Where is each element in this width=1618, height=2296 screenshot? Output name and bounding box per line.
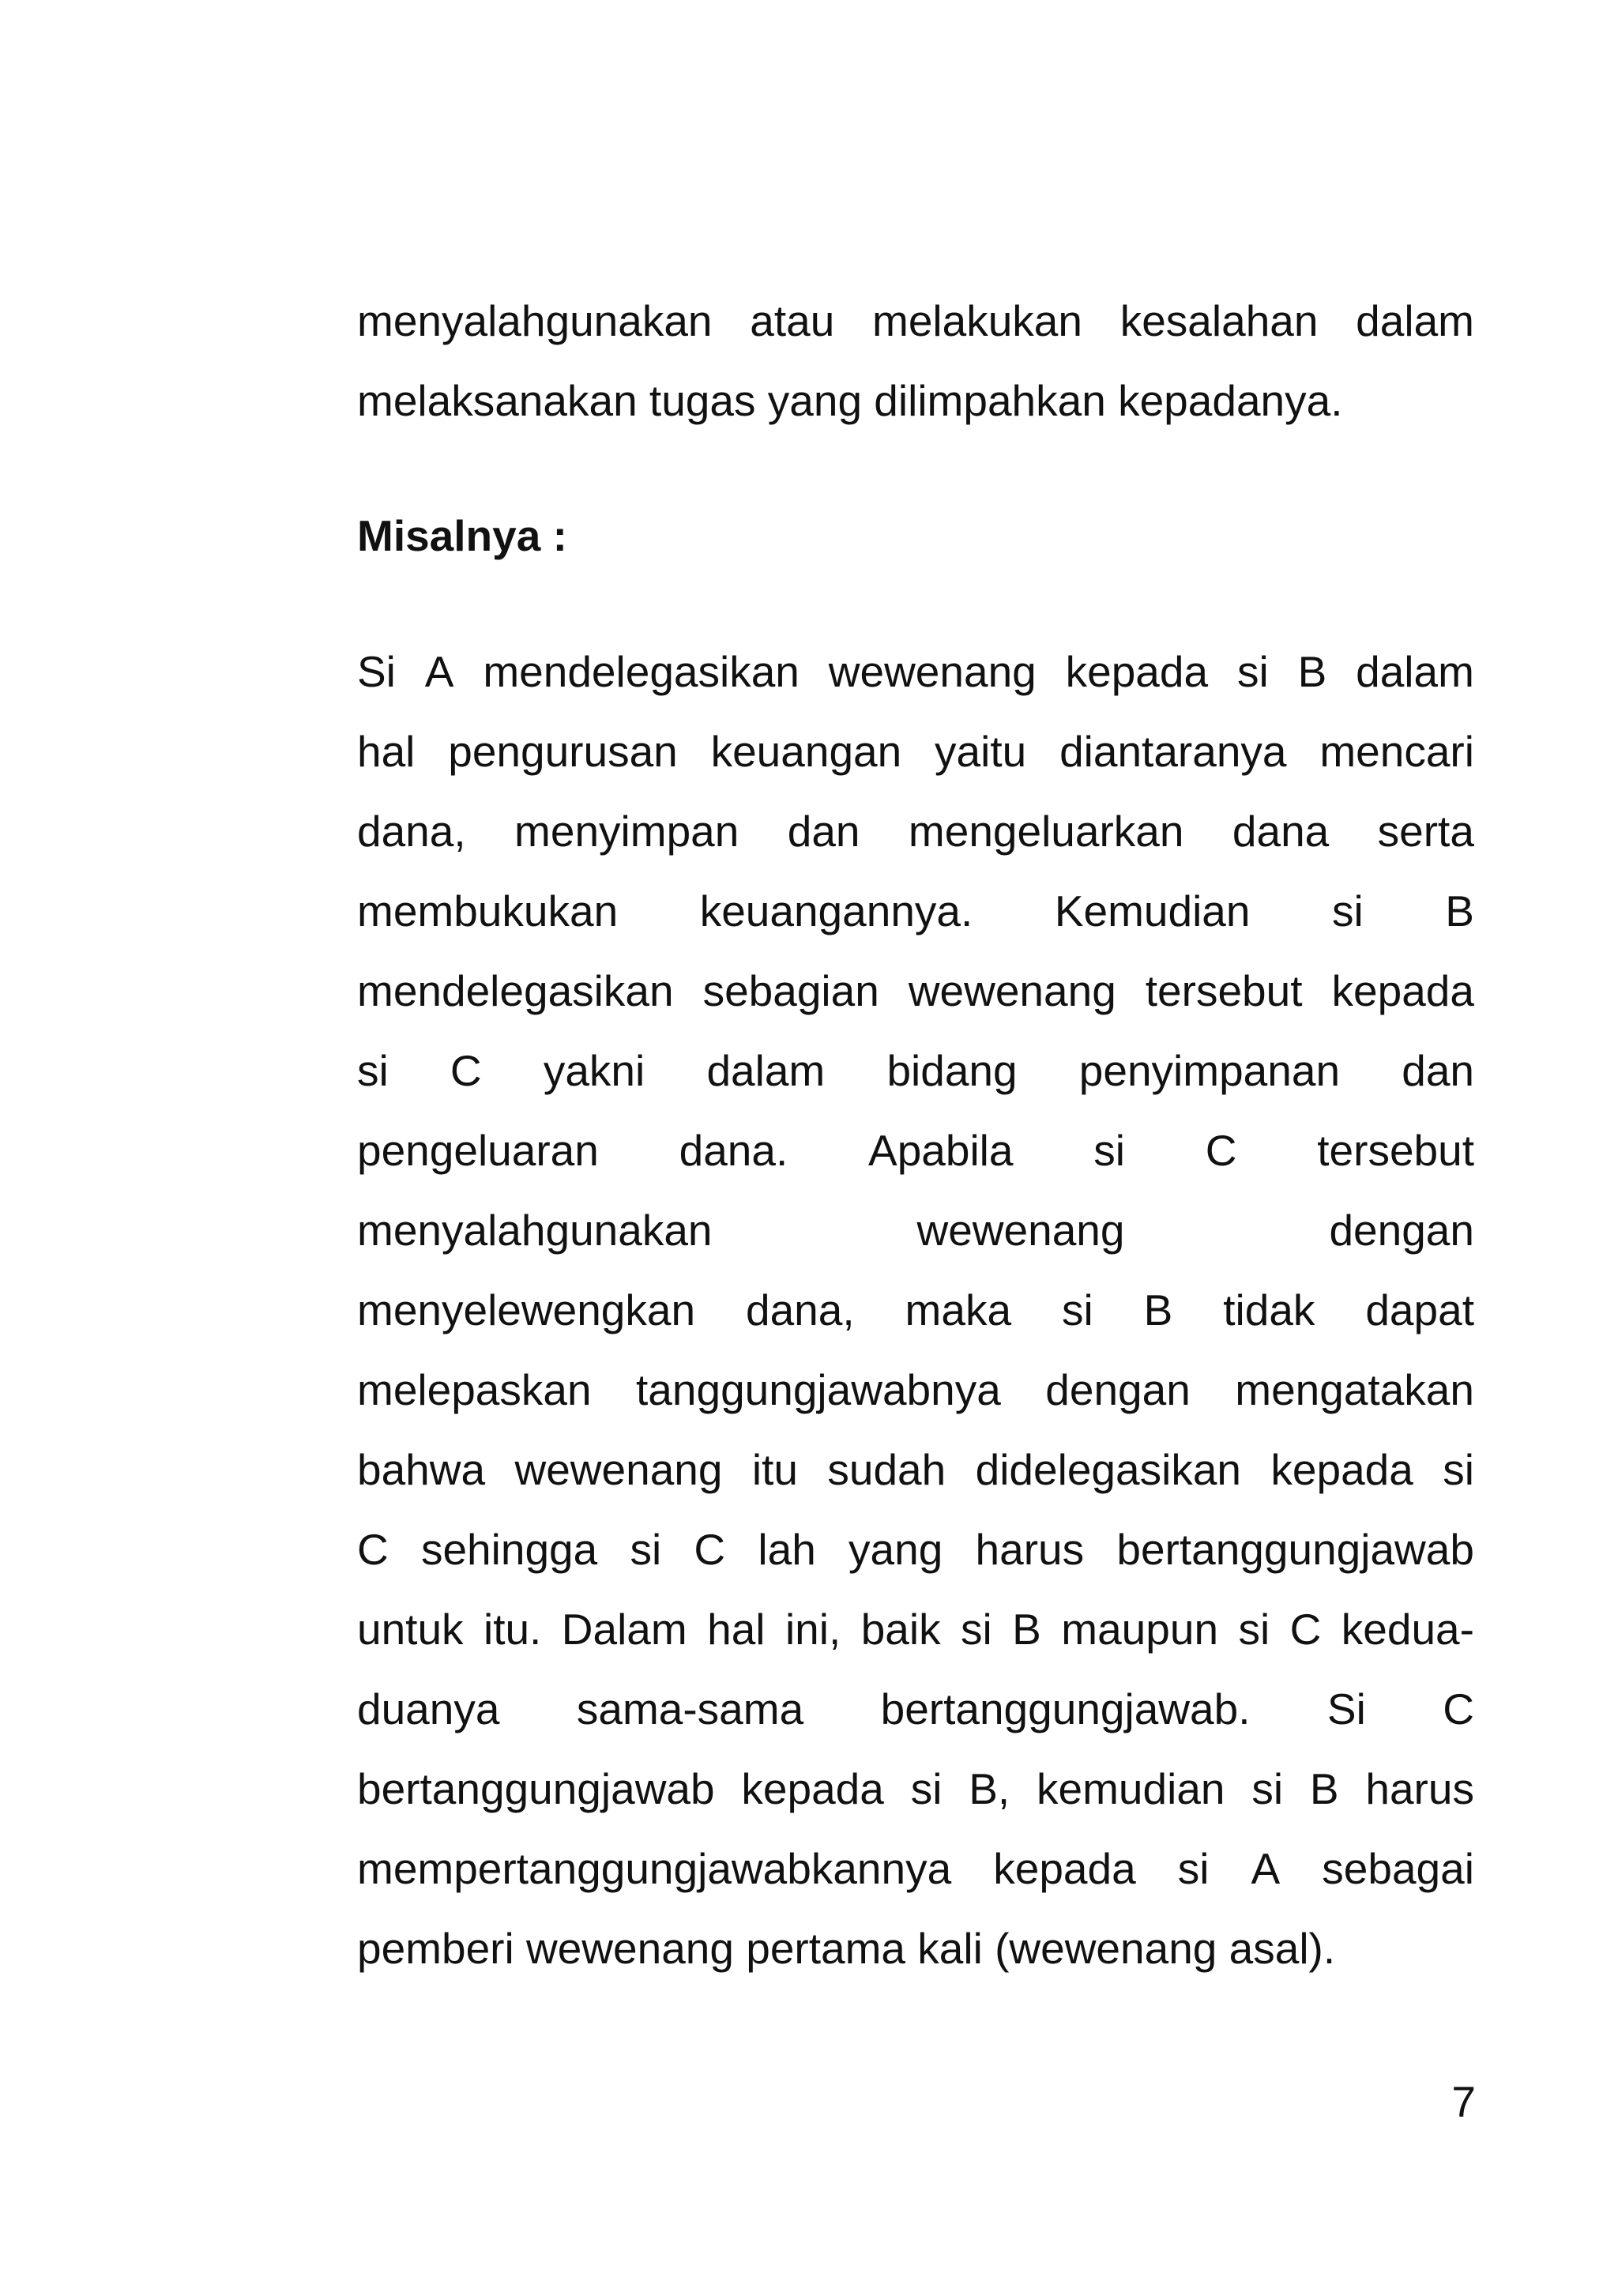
word: C	[1289, 1605, 1322, 1654]
paragraph-line	[357, 1829, 1474, 1909]
word: itu	[751, 1445, 798, 1494]
word: dengan	[1329, 1206, 1474, 1255]
word: kepada	[1331, 966, 1474, 1015]
word: si	[1332, 886, 1364, 935]
word: yaitu	[935, 727, 1027, 776]
word: dalam	[706, 1046, 826, 1095]
word: A	[424, 647, 454, 696]
word: kedua-	[1341, 1605, 1474, 1654]
word: hal	[357, 727, 416, 776]
word: bahwa	[357, 1445, 486, 1494]
word: wewenang	[514, 1445, 723, 1494]
body-paragraph	[357, 632, 1474, 1989]
word: mendelegasikan	[357, 966, 674, 1015]
word: maka	[905, 1285, 1012, 1334]
paragraph-line	[357, 1669, 1474, 1749]
word: tanggungjawabnya	[636, 1365, 1001, 1414]
word: melepaskan	[357, 1365, 592, 1414]
word: si	[1177, 1844, 1210, 1893]
word: kesalahan	[1119, 296, 1319, 345]
paragraph-line	[357, 1111, 1474, 1191]
word: mengatakan	[1235, 1365, 1474, 1414]
word: kepada	[1270, 1445, 1413, 1494]
word: dana,	[357, 807, 466, 856]
word: dan	[787, 807, 860, 856]
word: si	[1251, 1764, 1284, 1813]
paragraph-line	[357, 712, 1474, 792]
word: Si	[1326, 1684, 1366, 1733]
word: menyimpan	[514, 807, 739, 856]
word: sebagian	[702, 966, 879, 1015]
word: sebagai	[1322, 1844, 1474, 1893]
word: C	[357, 1525, 389, 1574]
word: bertanggungjawab	[1116, 1525, 1474, 1574]
word: sama-sama	[576, 1684, 804, 1733]
word: membukukan	[357, 886, 619, 935]
word: pengurusan	[448, 727, 678, 776]
word: B	[1309, 1764, 1339, 1813]
word: Dalam	[561, 1605, 687, 1654]
word: menyalahgunakan	[357, 1206, 713, 1255]
paragraph-last-line: pemberi wewenang pertama kali (wewenang asal).	[357, 1924, 1336, 1973]
intro-paragraph	[357, 281, 1474, 441]
word: kepada	[1065, 647, 1209, 696]
word: B	[1012, 1605, 1041, 1654]
word: wewenang	[908, 966, 1116, 1015]
word: Apabila	[868, 1126, 1014, 1175]
word: B	[1143, 1285, 1173, 1334]
word: mendelegasikan	[483, 647, 800, 696]
paragraph-line	[357, 951, 1474, 1031]
word: keuangan	[710, 727, 902, 776]
word: sudah	[827, 1445, 946, 1494]
word: dan	[1402, 1046, 1474, 1095]
word: dana	[1232, 807, 1330, 856]
word: dapat	[1365, 1285, 1474, 1334]
word: penyimpanan	[1078, 1046, 1341, 1095]
paragraph-line	[357, 1031, 1474, 1111]
word: tidak	[1223, 1285, 1315, 1334]
word: B	[1445, 886, 1474, 935]
word: melakukan	[872, 296, 1082, 345]
word: C	[694, 1525, 726, 1574]
word: diantaranya	[1059, 727, 1287, 776]
word: tersebut	[1317, 1126, 1474, 1175]
word: si	[961, 1605, 992, 1654]
word: si	[1238, 1605, 1270, 1654]
word: bertanggungjawab	[357, 1764, 715, 1813]
word: kepada	[741, 1764, 884, 1813]
word: yang	[849, 1525, 943, 1574]
word: tersebut	[1145, 966, 1303, 1015]
word: maupun	[1061, 1605, 1219, 1654]
page-number: 7	[1451, 2077, 1476, 2126]
word: si	[630, 1525, 662, 1574]
word: atau	[750, 296, 835, 345]
paragraph-line	[357, 632, 1474, 712]
word: si	[1061, 1285, 1093, 1334]
paragraph-last-line: melaksanakan tugas yang dilimpahkan kepadanya.	[357, 376, 1343, 425]
word: B	[1297, 647, 1327, 696]
paragraph-line	[357, 1350, 1474, 1430]
word: C	[1205, 1126, 1237, 1175]
paragraph-line	[357, 1191, 1474, 1270]
word: lah	[758, 1525, 816, 1574]
word: C	[1443, 1684, 1474, 1733]
word: dalam	[1356, 647, 1474, 696]
word: bidang	[886, 1046, 1018, 1095]
paragraph-line	[357, 1510, 1474, 1590]
word: baik	[860, 1605, 941, 1654]
word: mengeluarkan	[908, 807, 1184, 856]
word: dana.	[679, 1126, 788, 1175]
paragraph-line	[357, 1590, 1474, 1669]
word: yakni	[543, 1046, 645, 1095]
word: kepada	[993, 1844, 1136, 1893]
word: sehingga	[420, 1525, 598, 1574]
word: bertanggungjawab.	[880, 1684, 1251, 1733]
word: si	[910, 1764, 943, 1813]
word: dana,	[745, 1285, 855, 1334]
word: keuangannya.	[699, 886, 973, 935]
word: harus	[1365, 1764, 1474, 1813]
word: A	[1251, 1844, 1281, 1893]
word: untuk	[357, 1605, 464, 1654]
word: ini,	[785, 1605, 841, 1654]
word: menyelewengkan	[357, 1285, 696, 1334]
word: C	[450, 1046, 482, 1095]
word: wewenang	[916, 1206, 1125, 1255]
word: duanya	[357, 1684, 500, 1733]
word: dengan	[1045, 1365, 1191, 1414]
word: B,	[969, 1764, 1010, 1813]
section-heading: Misalnya :	[357, 511, 567, 560]
word: si	[357, 1046, 389, 1095]
paragraph-line	[357, 1749, 1474, 1829]
word: mencari	[1319, 727, 1474, 776]
word: menyalahgunakan	[357, 296, 713, 345]
word: serta	[1377, 807, 1474, 856]
word: si	[1443, 1445, 1474, 1494]
word: Kemudian	[1054, 886, 1251, 935]
paragraph-line	[357, 281, 1474, 361]
word: harus	[975, 1525, 1085, 1574]
word: Si	[357, 647, 396, 696]
paragraph-line	[357, 1270, 1474, 1350]
word: didelegasikan	[975, 1445, 1241, 1494]
word: kemudian	[1037, 1764, 1225, 1813]
paragraph-line	[357, 1430, 1474, 1510]
word: dalam	[1356, 296, 1474, 345]
word: wewenang	[828, 647, 1037, 696]
word: si	[1236, 647, 1269, 696]
word: hal	[707, 1605, 766, 1654]
word: itu.	[483, 1605, 542, 1654]
paragraph-line	[357, 871, 1474, 951]
word: mempertanggungjawabkannya	[357, 1844, 952, 1893]
word: si	[1093, 1126, 1125, 1175]
paragraph-line	[357, 792, 1474, 871]
word: pengeluaran	[357, 1126, 599, 1175]
